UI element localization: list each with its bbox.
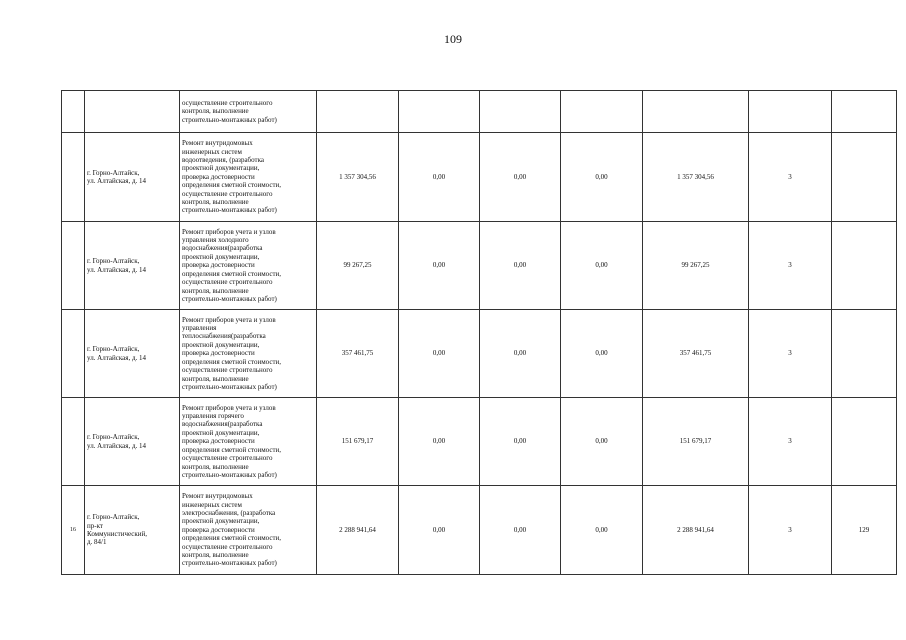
value-cell bbox=[749, 91, 832, 133]
total-cost-cell: 2 288 941,64 bbox=[317, 486, 399, 575]
funding-cell: 0,00 bbox=[480, 310, 561, 398]
address-cell: г. Горно-Алтайск, ул. Алтайская, д. 14 bbox=[85, 133, 180, 222]
funding-cell: 0,00 bbox=[480, 133, 561, 222]
funding-cell: 151 679,17 bbox=[643, 398, 749, 486]
funding-cell: 2 288 941,64 bbox=[643, 486, 749, 575]
total-cost-cell bbox=[317, 91, 399, 133]
funding-cell: 0,00 bbox=[480, 222, 561, 310]
work-description-cell: Ремонт внутридомовых инженерных систем электроснабжения, (разработка проектной документации, проверка достоверности определения сметной стоимости, осуществление строительного контроля, выполнение строительно-монтажных работ) bbox=[180, 486, 317, 575]
funding-cell: 0,00 bbox=[480, 486, 561, 575]
work-description-cell: Ремонт приборов учета и узлов управления горячего водоснабжения(разработка проектной документации, проверка достоверности определения сметной стоимости, осуществление строительного контроля, выполнение строительно-монтажных работ) bbox=[180, 398, 317, 486]
work-description-cell: осуществление строительного контроля, выполнение строительно-монтажных работ) bbox=[180, 91, 317, 133]
funding-cell: 0,00 bbox=[480, 398, 561, 486]
funding-cell bbox=[561, 91, 643, 133]
funding-cell: 0,00 bbox=[561, 310, 643, 398]
value-cell bbox=[832, 222, 897, 310]
value-cell bbox=[832, 133, 897, 222]
table-row bbox=[62, 91, 897, 133]
funding-cell: 0,00 bbox=[399, 486, 480, 575]
work-description-cell: Ремонт приборов учета и узлов управления теплоснабжения(разработка проектной документации, проверка достоверности определения сметной стоимости, осуществление строительного контроля, выполнение строительно-монтажных работ) bbox=[180, 310, 317, 398]
table-row bbox=[62, 486, 897, 575]
address-cell: г. Горно-Алтайск, ул. Алтайская, д. 14 bbox=[85, 310, 180, 398]
total-cost-cell: 357 461,75 bbox=[317, 310, 399, 398]
funding-cell: 0,00 bbox=[561, 133, 643, 222]
funding-cell: 0,00 bbox=[399, 398, 480, 486]
funding-cell bbox=[480, 91, 561, 133]
total-cost-cell: 99 267,25 bbox=[317, 222, 399, 310]
funding-cell: 0,00 bbox=[561, 398, 643, 486]
funding-cell bbox=[643, 91, 749, 133]
value-cell bbox=[832, 310, 897, 398]
funding-cell bbox=[399, 91, 480, 133]
address-cell: г. Горно-Алтайск, ул. Алтайская, д. 14 bbox=[85, 398, 180, 486]
value-cell: 3 bbox=[749, 398, 832, 486]
funding-cell: 357 461,75 bbox=[643, 310, 749, 398]
total-cost-cell: 151 679,17 bbox=[317, 398, 399, 486]
value-cell bbox=[832, 91, 897, 133]
value-cell: 129 bbox=[832, 486, 897, 575]
value-cell: 3 bbox=[749, 310, 832, 398]
row-index bbox=[62, 222, 85, 310]
funding-cell: 0,00 bbox=[399, 310, 480, 398]
funding-cell: 1 357 304,56 bbox=[643, 133, 749, 222]
address-cell: г. Горно-Алтайск, ул. Алтайская, д. 14 bbox=[85, 222, 180, 310]
value-cell: 3 bbox=[749, 222, 832, 310]
table-row bbox=[62, 222, 897, 310]
value-cell: 3 bbox=[749, 486, 832, 575]
row-index bbox=[62, 133, 85, 222]
value-cell bbox=[832, 398, 897, 486]
works-table bbox=[61, 90, 897, 575]
row-index bbox=[62, 398, 85, 486]
table-row bbox=[62, 310, 897, 398]
total-cost-cell: 1 357 304,56 bbox=[317, 133, 399, 222]
address-cell: г. Горно-Алтайск, пр-кт Коммунистический, д. 84/1 bbox=[85, 486, 180, 575]
value-cell: 3 bbox=[749, 133, 832, 222]
address-cell bbox=[85, 91, 180, 133]
funding-cell: 0,00 bbox=[399, 133, 480, 222]
row-index bbox=[62, 91, 85, 133]
funding-cell: 99 267,25 bbox=[643, 222, 749, 310]
page-number: 109 bbox=[444, 32, 462, 46]
work-description-cell: Ремонт приборов учета и узлов управления холодного водоснабжения(разработка проектной документации, проверка достоверности определения сметной стоимости, осуществление строительного контроля, выполнение строительно-монтажных работ) bbox=[180, 222, 317, 310]
work-description-cell: Ремонт внутридомовых инженерных систем водоотведения, (разработка проектной документации, проверка достоверности определения сметной стоимости, осуществление строительного контроля, выполнение строительно-монтажных работ) bbox=[180, 133, 317, 222]
funding-cell: 0,00 bbox=[561, 486, 643, 575]
row-index: 16 bbox=[62, 486, 85, 575]
table-row bbox=[62, 133, 897, 222]
funding-cell: 0,00 bbox=[399, 222, 480, 310]
row-index bbox=[62, 310, 85, 398]
table-row bbox=[62, 398, 897, 486]
funding-cell: 0,00 bbox=[561, 222, 643, 310]
